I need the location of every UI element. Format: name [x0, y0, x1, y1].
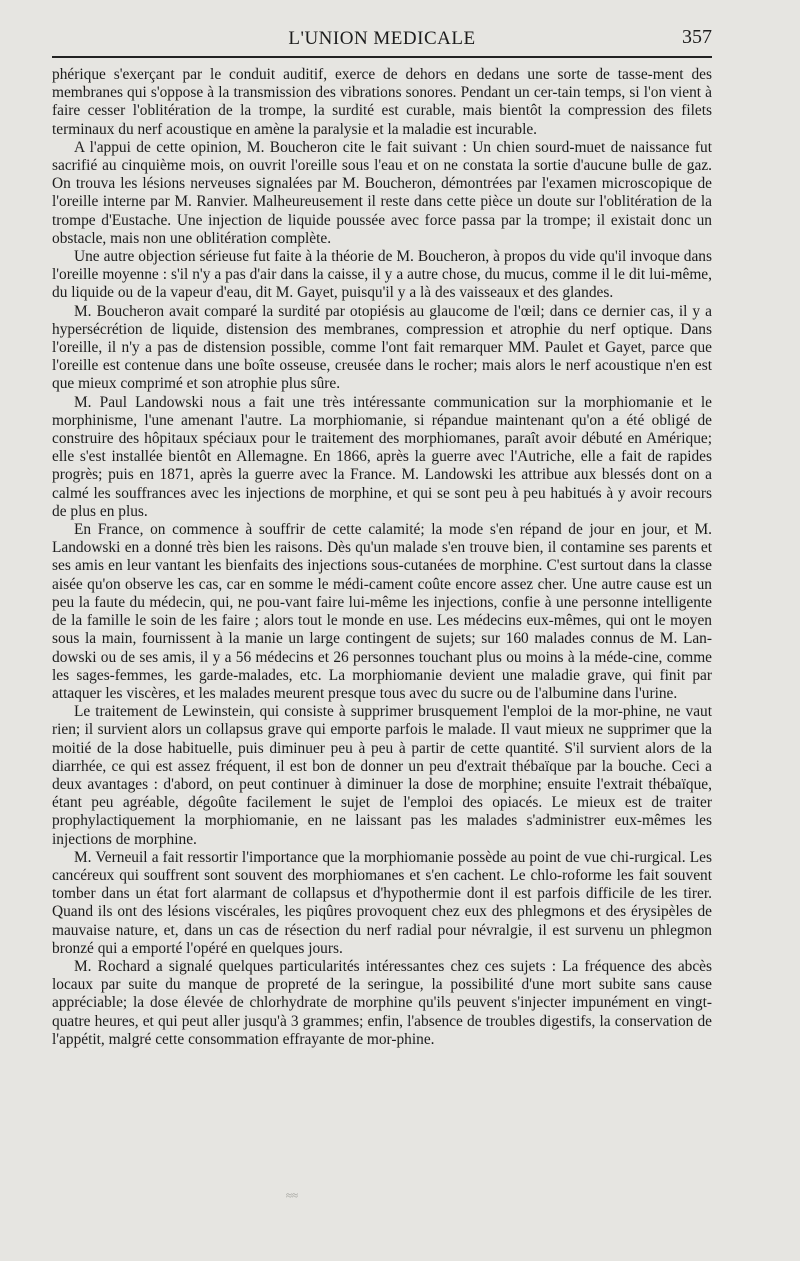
paragraph: M. Paul Landowski nous a fait une très intéressante communication sur la morphiomanie et le morphinisme, l'une amenant l'autre. La morphiomanie, si répandue maintenant qu'on a été obligé de construire des hôpitaux spéciaux pour le traitement des morphiomanes, paraît avoir débuté en Amérique; elle s'est installée bientôt en Allemagne. En 1866, après la guerre avec l'Autriche, elle a fait de rapides progrès; puis en 1871, après la guerre avec la France. M. Landowski les attribue aux blessés dont on a calmé les souffrances avec les injections de morphine, et qui se sont peu à peu habitués à y avoir recours de plus en plus.	[52, 393, 712, 520]
running-title: L'UNION MEDICALE	[288, 28, 476, 49]
paragraph: M. Boucheron avait comparé la surdité par otopiésis au glaucome de l'œil; dans ce dernier cas, il y a hypersécrétion de liquide, distension des membranes, compression et atrophie du nerf optique. Dans l'oreille, il n'y a pas de distension possible, comme l'ont fait remarquer MM. Paulet et Gayet, parce que l'oreille est contenue dans une boîte osseuse, creusée dans le rocher; mais alors le nerf acoustique n'en est que mieux comprimé et son atrophie plus sûre.	[52, 302, 712, 393]
paragraph: M. Rochard a signalé quelques particularités intéressantes chez ces sujets : La fréquence des abcès locaux par suite du manque de propreté de la seringue, la possibilité d'une mort subite sans cause appréciable; la dose élevée de chlorhydrate de morphine qu'ils peuvent s'injecter impunément en vingt-quatre heures, et qui peut aller jusqu'à 3 grammes; enfin, l'absence de troubles digestifs, la conservation de l'appétit, malgré cette consommation effrayante de mor-phine.	[52, 957, 712, 1048]
page-number: 357	[682, 26, 712, 48]
paragraph: En France, on commence à souffrir de cette calamité; la mode s'en répand de jour en jour, et M. Landowski en a donné très bien les raisons. Dès qu'un malade s'en trouve bien, il contamine ses parents et ses amis en leur vantant les bienfaits des injections sous-cutanées de morphine. C'est surtout dans la classe aisée qu'on observe les cas, car en somme le médi-cament coûte encore assez cher. Une autre cause est un peu la faute du médecin, qui, ne pou-vant faire lui-même les injections, confie à une personne intelligente de la famille le soin de les faire ; alors tout le monde en use. Les médecins eux-mêmes, qui ont le moyen sous la main, fournissent à la manie un large contingent de sujets; sur 160 malades connus de M. Lan-dowski ou de ses amis, il y a 56 médecins et 26 personnes touchant plus ou moins à la méde-cine, comme les sages-femmes, les garde-malades, etc. La morphiomanie devient une maladie grave, qui finit par attaquer les viscères, et les malades meurent presque tous avec du sucre ou de l'albumine dans l'urine.	[52, 521, 712, 702]
header-rule	[52, 56, 712, 58]
article-body	[52, 66, 712, 1049]
paragraph: M. Verneuil a fait ressortir l'importance que la morphiomanie possède au point de vue chi-rurgical. Les cancéreux qui souffrent sont souvent des morphiomanes et s'en cachent. Le chlo-roforme les fait souvent tomber dans un état fort alarmant de collapsus et d'hypothermie dont il est parfois difficile de les tirer. Quand ils ont des lésions viscérales, les piqûres provoquent chez eux des phlegmons et des érysipèles de mauvaise nature, et, dans un cas de résection du nerf radial pour névralgie, il est survenu un phlegmon bronzé qui a emporté l'opéré en quelques jours.	[52, 848, 712, 957]
paragraph: phérique s'exerçant par le conduit auditif, exerce de dehors en dedans une sorte de tasse-ment des membranes qui s'oppose à la transmission des vibrations sonores. Pendant un cer-tain temps, si l'on vient à faire cesser l'oblitération de la trompe, la surdité est curable, mais bientôt la compression des filets terminaux du nerf acoustique en amène la paralysie et la maladie est incurable.	[52, 66, 712, 138]
page-header	[52, 20, 712, 50]
paragraph: A l'appui de cette opinion, M. Boucheron cite le fait suivant : Un chien sourd-muet de naissance fut sacrifié au cinquième mois, on ouvrit l'oreille sous l'eau et on ne constata la sortie d'aucune bulle de gaz. On trouva les lésions nerveuses signalées par M. Boucheron, démontrées par l'examen microscopique de l'oreille interne par M. Ranvier. Malheureusement il reste dans cette pièce un doute sur l'oblitération de la trompe d'Eustache. Une injection de liquide poussée avec force passa par la trompe; il existait donc un obstacle, mais non une oblitération complète.	[52, 138, 712, 247]
paragraph: Une autre objection sérieuse fut faite à la théorie de M. Boucheron, à propos du vide qu'il invoque dans l'oreille moyenne : s'il n'y a pas d'air dans la caisse, il y a autre chose, du mucus, comme il le dit lui-même, du liquide ou de la vapeur d'eau, dit M. Gayet, puisqu'il y a là des vaisseaux et des glandes.	[52, 248, 712, 302]
paragraph: Le traitement de Lewinstein, qui consiste à supprimer brusquement l'emploi de la mor-phine, ne vaut rien; il survient alors un collapsus grave qui emporte parfois le malade. Il vaut mieux ne supprimer que la moitié de la dose habituelle, puis diminuer peu à peu à partir de cette quantité. S'il survient alors de la diarrhée, ce qui est assez fréquent, il est bon de donner un peu d'extrait thébaïque par la bouche. Ceci a deux avantages : d'abord, on peut continuer à diminuer la dose de morphine; ensuite l'extrait thébaïque, étant peu agréable, dégoûte facilement le sujet de l'emploi des opiacés. Le mieux est de traiter prophylactiquement la morphiomanie, en ne laissant pas les malades s'administrer eux-mêmes les injections de morphine.	[52, 703, 712, 848]
footer-mark: ≈≈	[286, 1190, 299, 1202]
